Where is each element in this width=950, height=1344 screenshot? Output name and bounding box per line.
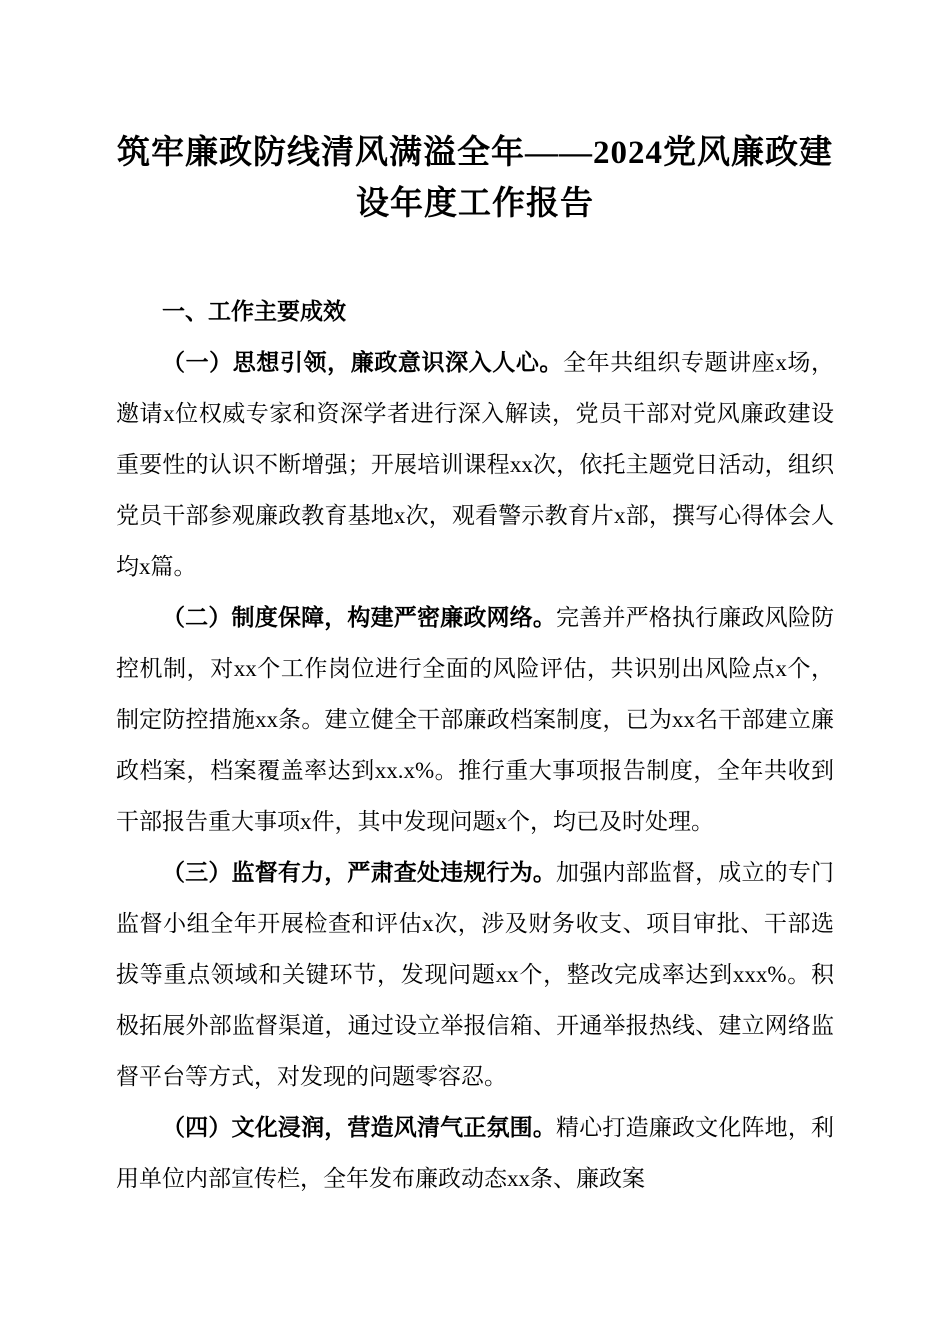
paragraph-text: 完善并严格执行廉政风险防控机制，对xx个工作岗位进行全面的风险评估，共识别出风险点x个，制定防控措施xx条。建立健全干部廉政档案制度，已为xx名干部建立廉政档案，档案覆盖率达到xx.x%。推行重大事项报告制度，全年共收到干部报告重大事项x件，其中发现问题x个，均已及时处理。 [116,605,835,835]
paragraph [116,1102,834,1204]
paragraph-lead: （一）思想引领，廉政意识深入人心。 [162,350,564,376]
paragraph-text: 加强内部监督，成立的专门监督小组全年开展检查和评估x次，涉及财务收支、项目审批、干部选拔等重点领域和关键环节，发现问题xx个，整改完成率达到xxx%。积极拓展外部监督渠道，通过设立举报信箱、开通举报热线、建立网络监督平台等方式，对发现的问题零容忍。 [116,860,835,1090]
paragraph-text: 全年共组织专题讲座x场，邀请x位权威专家和资深学者进行深入解读，党员干部对党风廉政建设重要性的认识不断增强；开展培训课程xx次，依托主题党日活动，组织党员干部参观廉政教育基地x次，观看警示教育片x部，撰写心得体会人均x篇。 [116,350,835,580]
paragraph-lead: （四）文化浸润，营造风清气正氛围。 [162,1115,557,1141]
paragraph-lead: （三）监督有力，严肃查处违规行为。 [162,860,557,886]
section-heading: 一、工作主要成效 [162,299,346,325]
paragraph-lead: （二）制度保障，构建严密廉政网络。 [162,605,557,631]
document-body [116,286,834,1204]
paragraph [116,337,834,592]
paragraph-text: 精心打造廉政文化阵地，利用单位内部宣传栏，全年发布廉政动态xx条、廉政案 [116,1115,835,1192]
paragraph [116,847,834,1102]
paragraph [116,592,834,847]
document-title: 筑牢廉政防线清风满溢全年——2024党风廉政建设年度工作报告 [117,135,833,223]
